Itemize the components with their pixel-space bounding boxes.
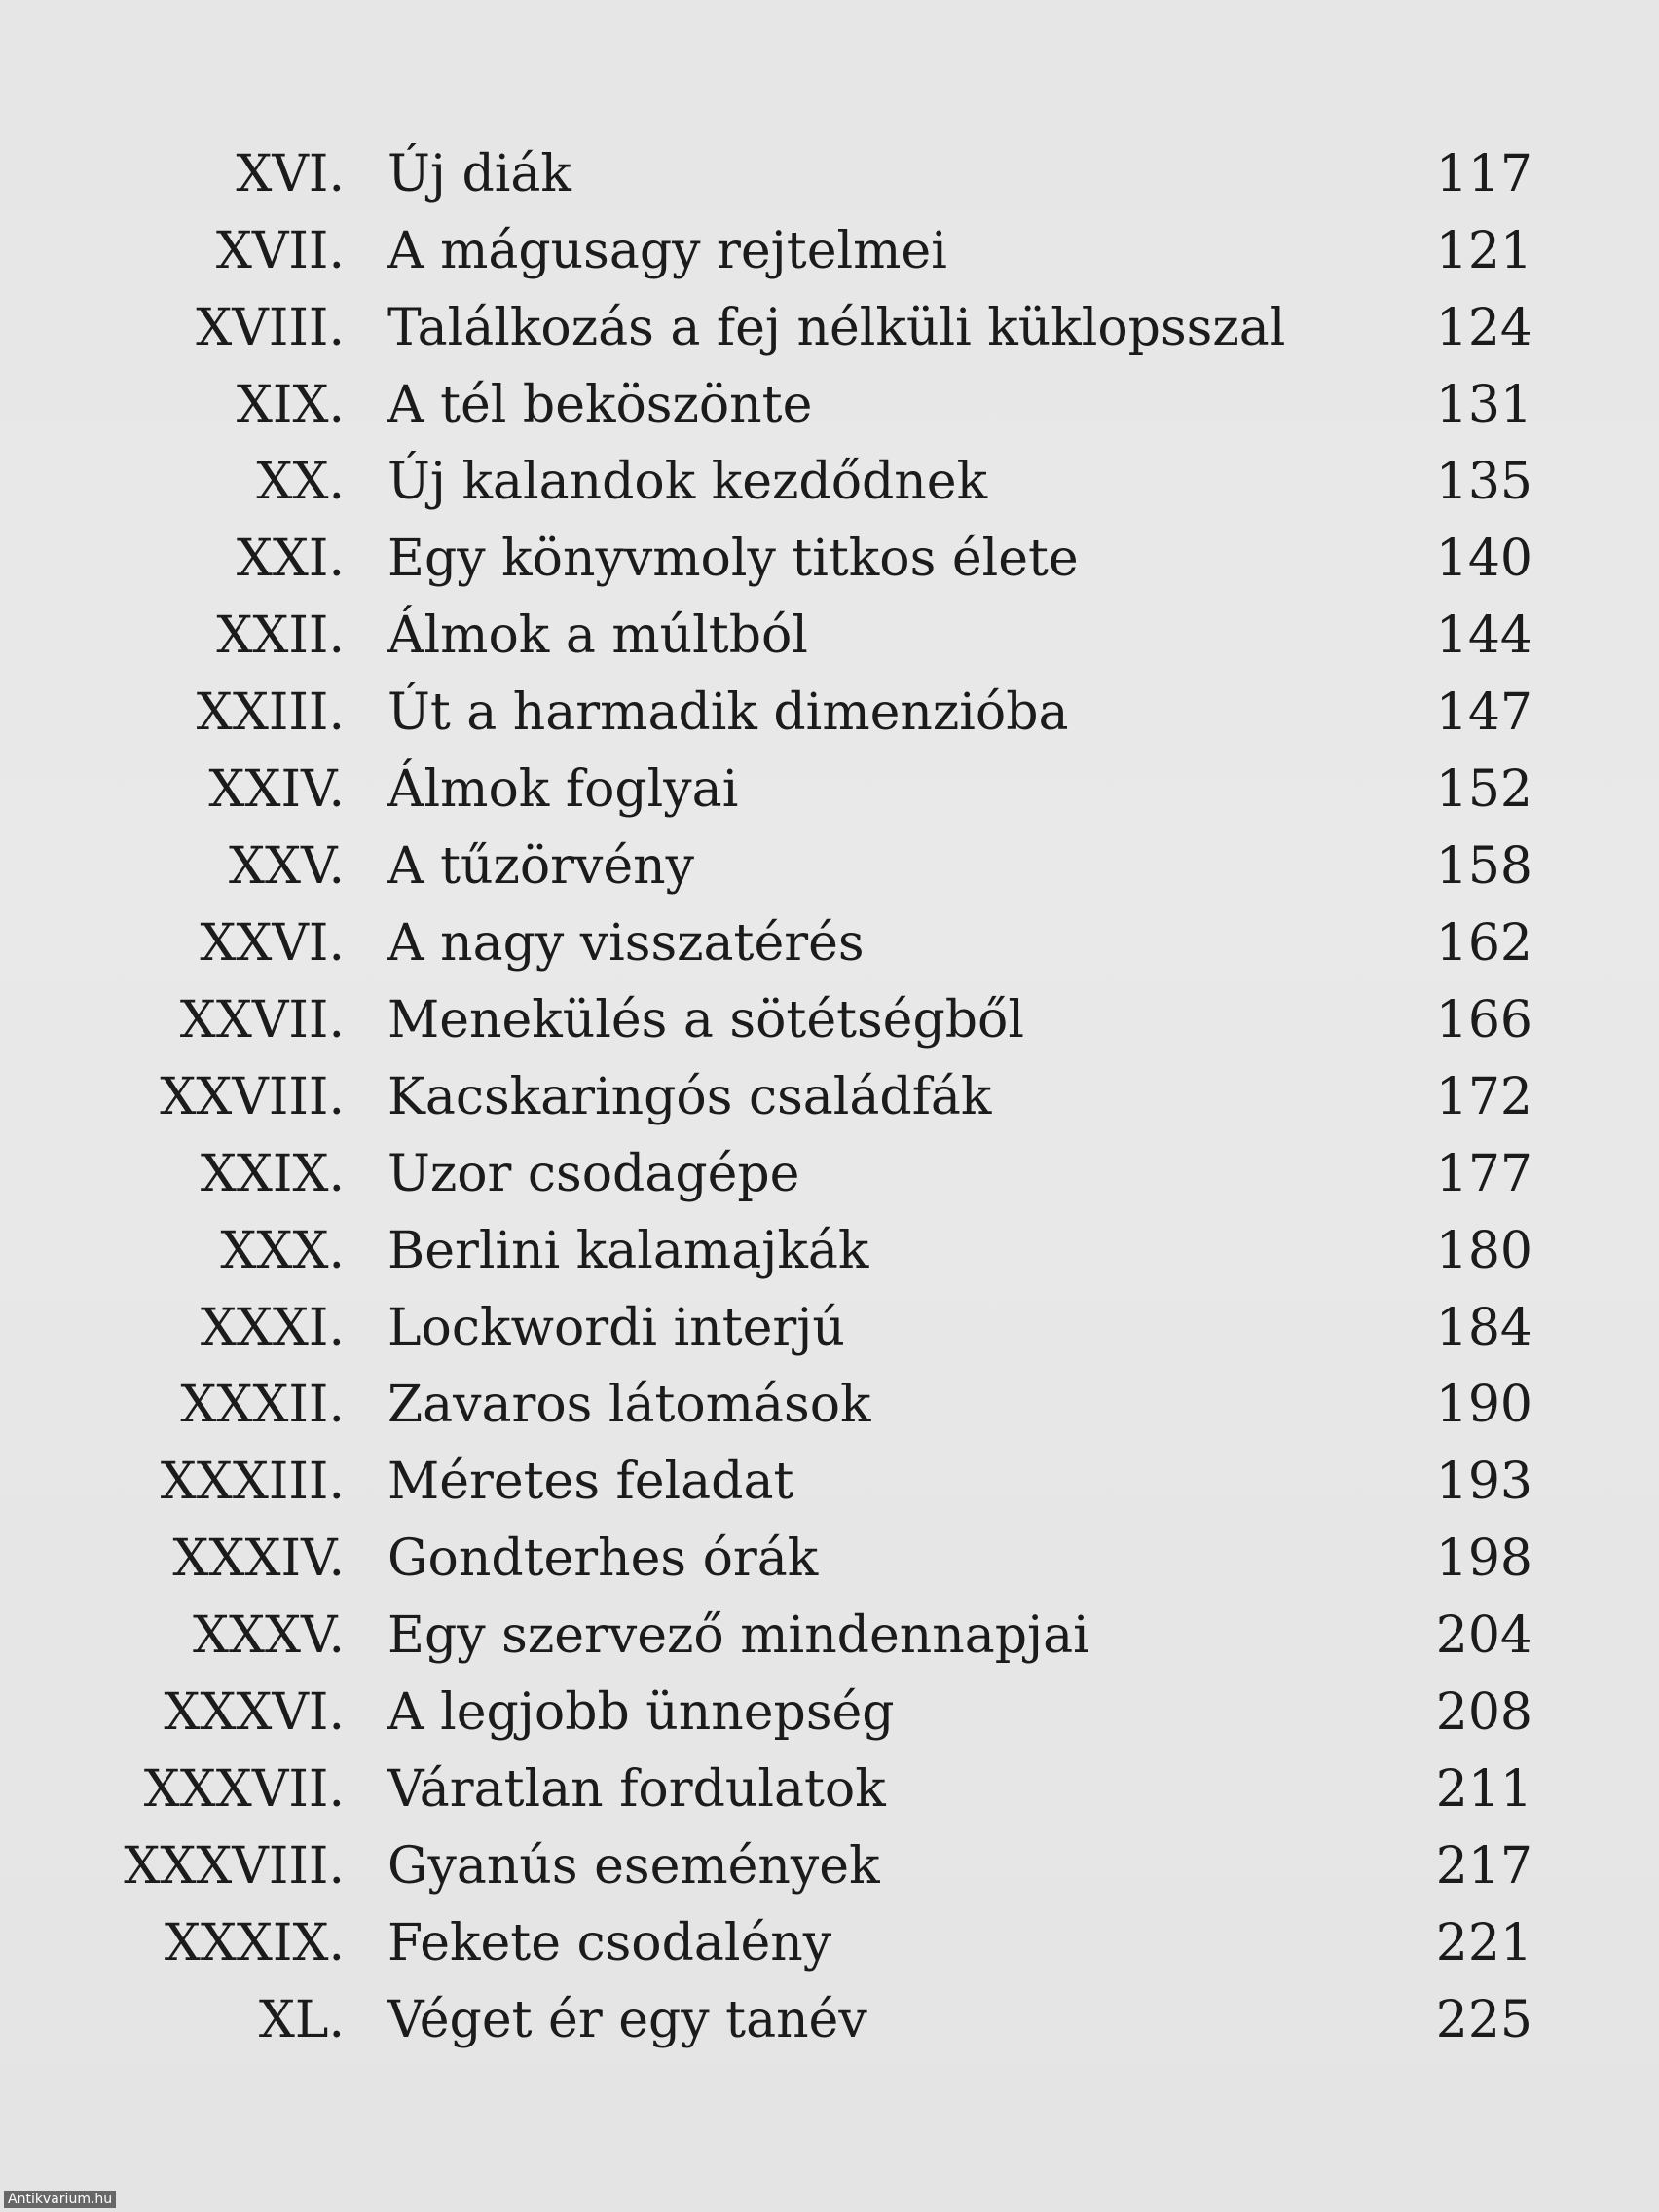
toc-entry (0, 1751, 1659, 1828)
chapter-title: Uzor csodagépe (387, 1145, 800, 1203)
toc-entry (0, 521, 1659, 598)
chapter-title: Út a harmadik dimenzióba (387, 683, 1069, 742)
chapter-number: XVII. (215, 222, 345, 280)
page-number: 198 (1435, 1530, 1532, 1588)
toc-entry (0, 290, 1659, 367)
chapter-title: Váratlan fordulatok (387, 1760, 886, 1819)
chapter-title: Kacskaringós családfák (387, 1068, 992, 1126)
toc-entry (0, 1675, 1659, 1751)
page-number: 221 (1435, 1914, 1532, 1972)
chapter-number: XXVI. (200, 914, 345, 973)
chapter-title: A mágusagy rejtelmei (387, 222, 947, 280)
page-number: 190 (1435, 1376, 1532, 1434)
page-number: 204 (1435, 1606, 1532, 1665)
toc-entry (0, 829, 1659, 905)
page-number: 193 (1435, 1453, 1532, 1511)
toc-entry (0, 1444, 1659, 1521)
table-of-contents (0, 136, 1659, 2059)
watermark-label: Antikvarium.hu (4, 2191, 116, 2208)
chapter-title: Menekülés a sötétségből (387, 991, 1024, 1050)
chapter-title: Méretes feladat (387, 1453, 794, 1511)
page-number: 124 (1435, 299, 1532, 357)
page-number: 208 (1435, 1683, 1532, 1742)
page-number: 211 (1435, 1760, 1532, 1819)
toc-entry (0, 1136, 1659, 1213)
page-number: 121 (1435, 222, 1532, 280)
page-number: 172 (1435, 1068, 1532, 1126)
page-number: 180 (1435, 1222, 1532, 1280)
page-number: 166 (1435, 991, 1532, 1050)
chapter-title: Találkozás a fej nélküli küklopsszal (387, 299, 1286, 357)
page-number: 135 (1435, 453, 1532, 511)
toc-entry (0, 1367, 1659, 1444)
chapter-title: A tél beköszönte (387, 376, 813, 434)
toc-entry (0, 1521, 1659, 1598)
chapter-number: XXXVIII. (124, 1837, 345, 1896)
chapter-title: Lockwordi interjú (387, 1299, 845, 1357)
toc-entry (0, 1059, 1659, 1136)
page-number: 162 (1435, 914, 1532, 973)
chapter-number: XXVII. (179, 991, 345, 1050)
chapter-number: XIX. (236, 376, 345, 434)
page-number: 158 (1435, 837, 1532, 896)
page-number: 147 (1435, 683, 1532, 742)
toc-entry (0, 1982, 1659, 2059)
toc-entry (0, 1828, 1659, 1905)
chapter-title: Egy szervező mindennapjai (387, 1606, 1089, 1665)
chapter-title: Zavaros látomások (387, 1376, 871, 1434)
chapter-number: XXX. (220, 1222, 345, 1280)
chapter-number: XL. (258, 1991, 345, 2049)
chapter-title: A legjobb ünnepség (387, 1683, 895, 1742)
toc-entry (0, 982, 1659, 1059)
chapter-number: XXIII. (196, 683, 345, 742)
chapter-title: Álmok foglyai (387, 760, 739, 819)
chapter-number: XXVIII. (160, 1068, 345, 1126)
chapter-title: Berlini kalamajkák (387, 1222, 869, 1280)
chapter-number: XXXVI. (164, 1683, 345, 1742)
chapter-title: Új diák (387, 145, 571, 203)
chapter-number: XXXVII. (143, 1760, 345, 1819)
toc-entry (0, 1905, 1659, 1982)
page-number: 131 (1435, 376, 1532, 434)
chapter-title: A tűzörvény (387, 837, 695, 896)
toc-entry (0, 598, 1659, 675)
toc-entry (0, 367, 1659, 444)
toc-entry (0, 752, 1659, 829)
chapter-title: Fekete csodalény (387, 1914, 832, 1972)
chapter-number: XXXIX. (164, 1914, 345, 1972)
chapter-number: XXV. (228, 837, 345, 896)
page-number: 152 (1435, 760, 1532, 819)
chapter-number: XVIII. (196, 299, 345, 357)
toc-entry (0, 675, 1659, 752)
chapter-number: XXXIII. (160, 1453, 345, 1511)
toc-entry (0, 136, 1659, 213)
chapter-number: XVI. (236, 145, 345, 203)
chapter-title: Új kalandok kezdődnek (387, 453, 988, 511)
toc-entry (0, 1213, 1659, 1290)
page-number: 177 (1435, 1145, 1532, 1203)
chapter-number: XXXIV. (172, 1530, 345, 1588)
chapter-number: XXIX. (200, 1145, 345, 1203)
chapter-number: XXXV. (192, 1606, 345, 1665)
page-number: 144 (1435, 607, 1532, 665)
toc-entry (0, 905, 1659, 982)
toc-entry (0, 1290, 1659, 1367)
toc-entry (0, 444, 1659, 521)
chapter-number: XXXII. (180, 1376, 345, 1434)
toc-entry (0, 213, 1659, 290)
chapter-title: Egy könyvmoly titkos élete (387, 530, 1079, 588)
page-number: 225 (1435, 1991, 1532, 2049)
chapter-number: XXXI. (200, 1299, 345, 1357)
chapter-number: XXI. (236, 530, 345, 588)
page-number: 184 (1435, 1299, 1532, 1357)
chapter-number: XXII. (216, 607, 345, 665)
page-number: 140 (1435, 530, 1532, 588)
chapter-title: Gondterhes órák (387, 1530, 819, 1588)
chapter-number: XXIV. (208, 760, 345, 819)
page-number: 217 (1435, 1837, 1532, 1896)
chapter-title: Álmok a múltból (387, 607, 808, 665)
toc-entry (0, 1598, 1659, 1675)
chapter-title: Véget ér egy tanév (387, 1991, 867, 2049)
chapter-title: Gyanús események (387, 1837, 880, 1896)
page-number: 117 (1435, 145, 1532, 203)
chapter-number: XX. (256, 453, 345, 511)
chapter-title: A nagy visszatérés (387, 914, 865, 973)
